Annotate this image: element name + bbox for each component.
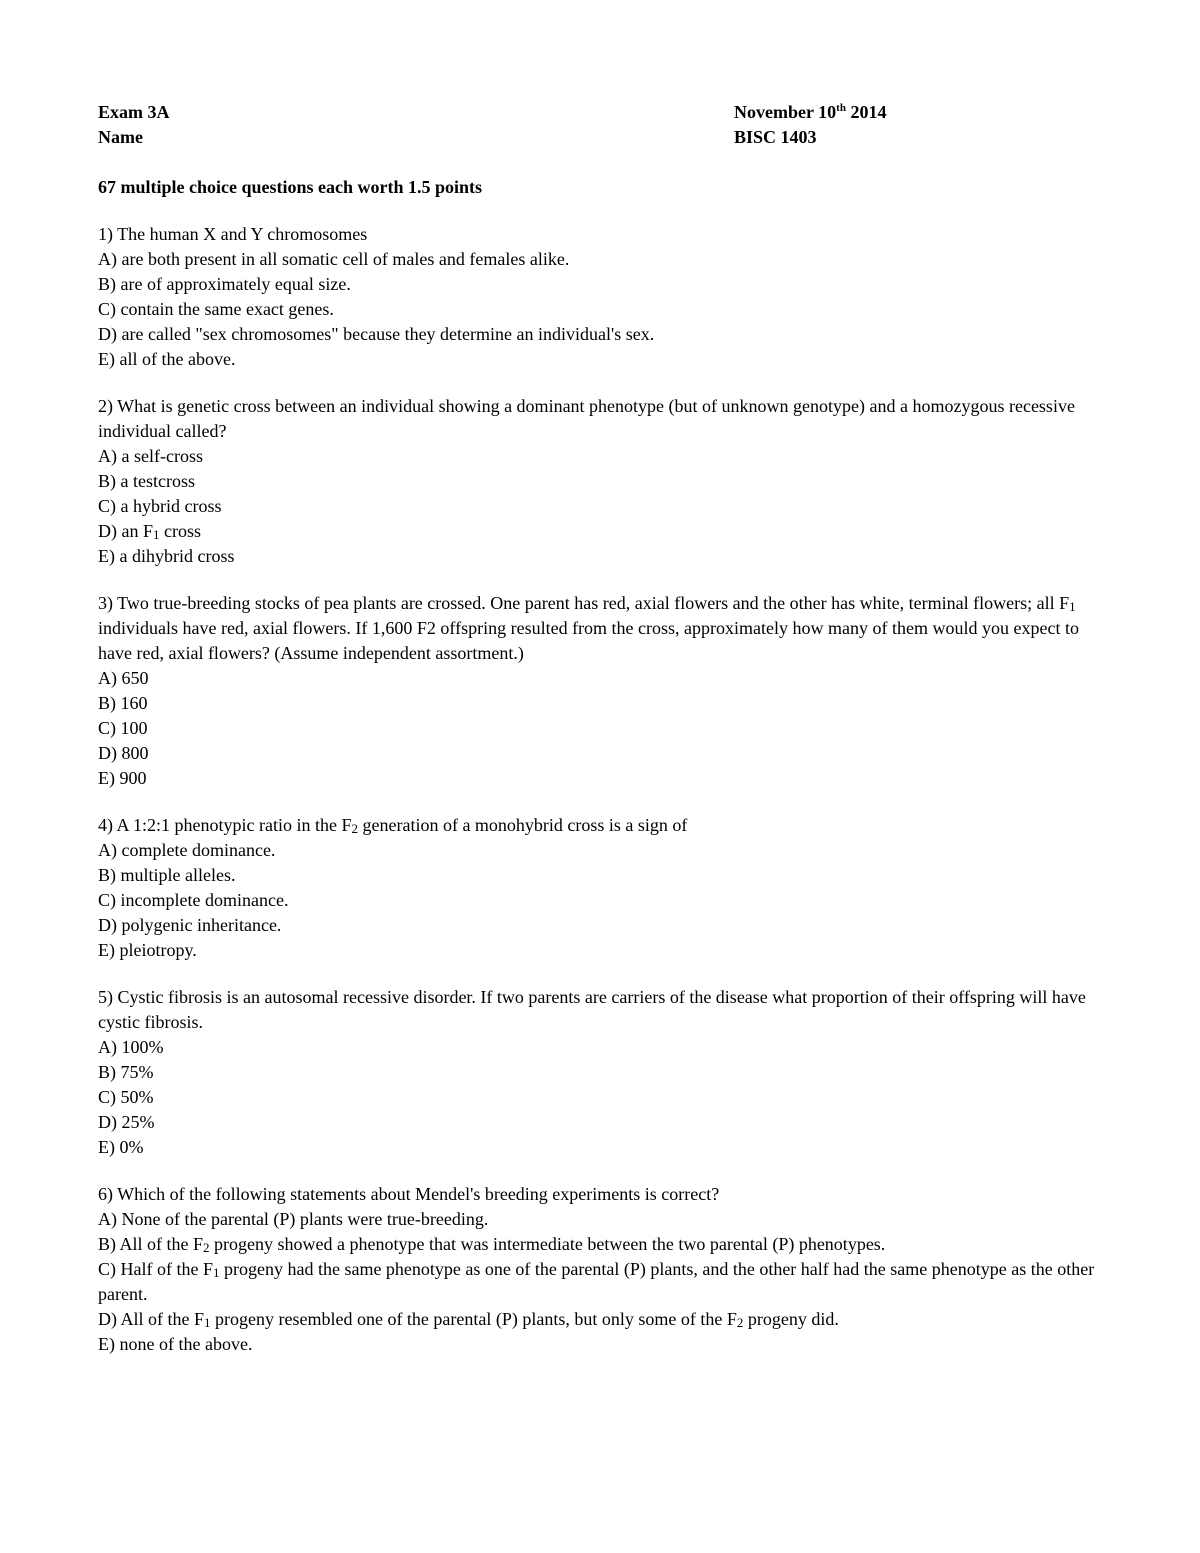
option-b: B) are of approximately equal size.	[98, 274, 351, 294]
option-b: B) 160	[98, 693, 148, 713]
option-b: B) a testcross	[98, 471, 195, 491]
exam-title: Exam 3A	[98, 102, 170, 122]
subscript: 1	[1069, 599, 1076, 614]
option-c-text-end: progeny had the same phenotype as one of the parental (P) plants, and the other half had the same phenotype as the other parent.	[98, 1259, 1095, 1304]
exam-date-main: November 10	[734, 102, 837, 122]
option-a: A) 100%	[98, 1037, 164, 1057]
option-b: B) 75%	[98, 1062, 154, 1082]
subscript: 1	[204, 1315, 211, 1330]
option-e: E) a dihybrid cross	[98, 546, 235, 566]
option-a: A) complete dominance.	[98, 840, 276, 860]
header-row-2	[98, 125, 1102, 150]
question-stem: 2) What is genetic cross between an individual showing a dominant phenotype (but of unknown genotype) and a homozygous recessive individual called?	[98, 396, 1075, 441]
header-row-1	[98, 100, 1102, 125]
subscript: 1	[153, 527, 160, 542]
option-d: D) are called "sex chromosomes" because they determine an individual's sex.	[98, 324, 655, 344]
question-stem-text: 4) A 1:2:1 phenotypic ratio in the F	[98, 815, 352, 835]
question-stem-text-end: generation of a monohybrid cross is a sign of	[357, 815, 688, 835]
question-3	[98, 591, 1102, 791]
question-stem: 5) Cystic fibrosis is an autosomal recessive disorder. If two parents are carriers of the disease what proportion of their offspring will have cystic fibrosis.	[98, 987, 1086, 1032]
exam-page	[98, 100, 1102, 1357]
subscript: 1	[212, 1265, 220, 1280]
question-stem	[98, 813, 1102, 838]
option-d-text-end: progeny did.	[743, 1309, 839, 1329]
option-a: A) None of the parental (P) plants were true-breeding.	[98, 1209, 489, 1229]
option-b: B) multiple alleles.	[98, 865, 236, 885]
option-e: E) none of the above.	[98, 1334, 253, 1354]
option-d: D) polygenic inheritance.	[98, 915, 282, 935]
exam-date-year: 2014	[845, 102, 887, 122]
option-b-text-end: progeny showed a phenotype that was intermediate between the two parental (P) phenotypes.	[209, 1234, 886, 1254]
option-d: D) 800	[98, 743, 149, 763]
option-b	[98, 1232, 1102, 1257]
exam-date	[734, 100, 886, 125]
question-1	[98, 222, 1102, 372]
option-c: C) 100	[98, 718, 148, 738]
subscript: 2	[351, 821, 358, 836]
option-d	[98, 1307, 1102, 1332]
question-4	[98, 813, 1102, 963]
option-e: E) all of the above.	[98, 349, 236, 369]
option-d-text: D) an F	[98, 521, 153, 541]
option-a: A) are both present in all somatic cell of males and females alike.	[98, 249, 570, 269]
option-e: E) pleiotropy.	[98, 940, 197, 960]
name-label: Name	[98, 127, 143, 147]
option-e: E) 0%	[98, 1137, 144, 1157]
option-d	[98, 519, 1102, 544]
option-d-text-mid: progeny resembled one of the parental (P) plants, but only some of the F	[210, 1309, 737, 1329]
option-c: C) contain the same exact genes.	[98, 299, 334, 319]
subscript: 2	[203, 1240, 210, 1255]
course-code: BISC 1403	[734, 127, 817, 147]
question-stem: 1) The human X and Y chromosomes	[98, 224, 368, 244]
subscript: 2	[736, 1315, 744, 1330]
option-e: E) 900	[98, 768, 147, 788]
option-c-text: C) Half of the F	[98, 1259, 213, 1279]
option-a: A) a self-cross	[98, 446, 203, 466]
option-c: C) incomplete dominance.	[98, 890, 289, 910]
option-c: C) 50%	[98, 1087, 154, 1107]
option-d-text-end: cross	[159, 521, 201, 541]
question-stem-text: 3) Two true-breeding stocks of pea plants are crossed. One parent has red, axial flowers and the other has white, terminal flowers; all F	[98, 593, 1070, 613]
option-d: D) 25%	[98, 1112, 155, 1132]
question-5	[98, 985, 1102, 1160]
instructions: 67 multiple choice questions each worth 1.5 points	[98, 177, 483, 197]
question-2	[98, 394, 1102, 569]
question-stem: 6) Which of the following statements about Mendel's breeding experiments is correct?	[98, 1184, 720, 1204]
question-6	[98, 1182, 1102, 1357]
option-d-text: D) All of the F	[98, 1309, 204, 1329]
question-stem	[98, 591, 1102, 666]
exam-date-ordinal: th	[836, 102, 846, 114]
option-b-text: B) All of the F	[98, 1234, 204, 1254]
question-stem-text-end: individuals have red, axial flowers. If 1,600 F2 offspring resulted from the cross, approximately how many of them would you expect to have red, axial flowers? (Assume independent assortment.)	[98, 618, 1079, 663]
option-c: C) a hybrid cross	[98, 496, 222, 516]
option-a: A) 650	[98, 668, 149, 688]
option-c	[98, 1257, 1102, 1307]
